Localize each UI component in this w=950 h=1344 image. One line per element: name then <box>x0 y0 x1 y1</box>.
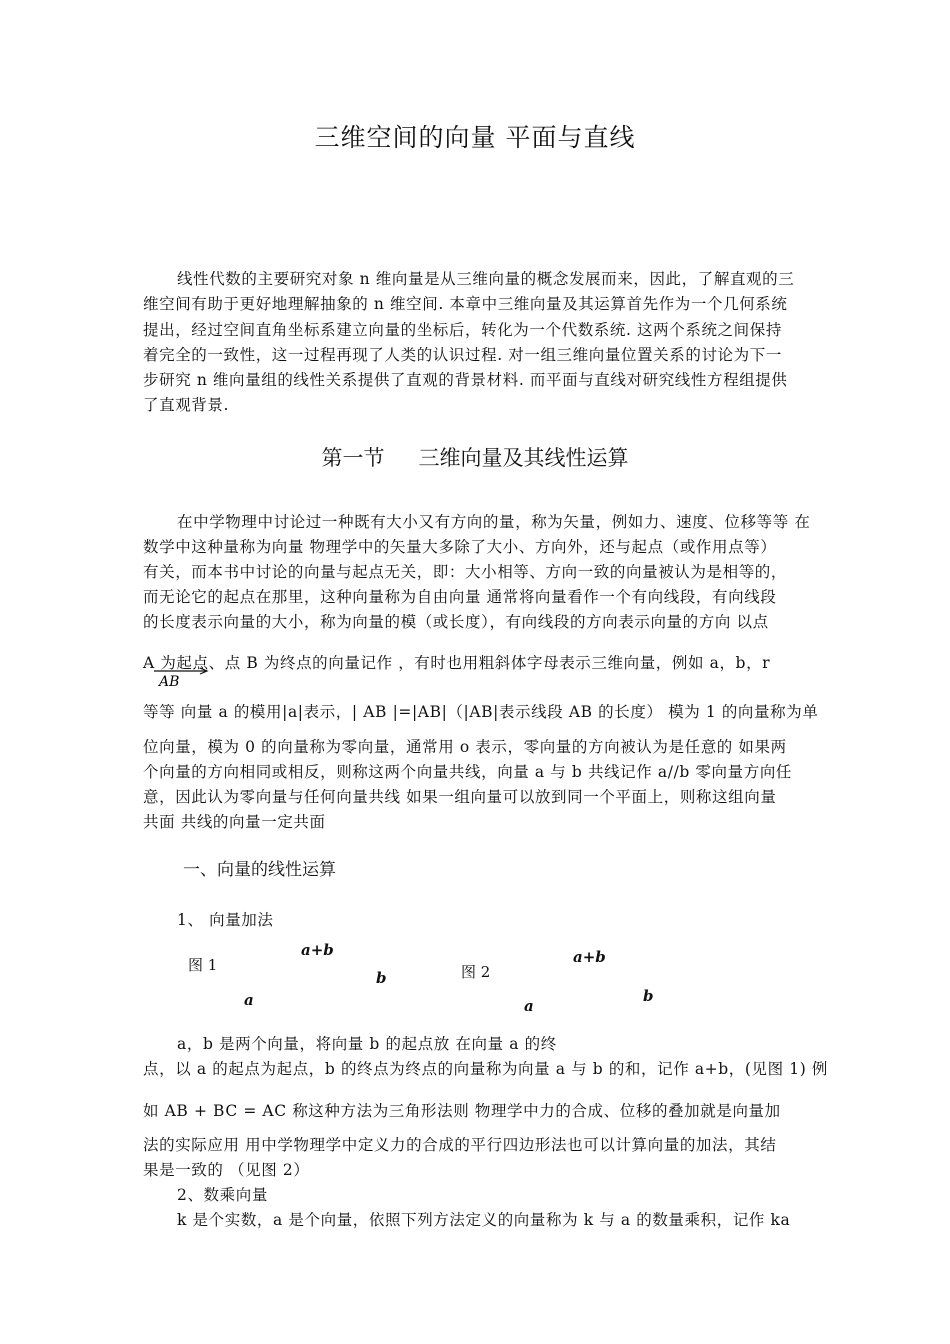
section-name: 三维向量及其线性运算 <box>418 446 629 470</box>
body-line: 个向量的方向相同或相反，则称这两个向量共线，向量 a 与 b 共线记作 a//b 零向量方向任 <box>143 763 793 781</box>
body-line: 点，以 a 的起点为起点，b 的终点为终点的向量称为向量 a 与 b 的和，记作 a+b，(见图 1) 例 <box>143 1060 829 1078</box>
body-line: 有关，而本书中讨论的向量与起点无关，即：大小相等、方向一致的向量被认为是相等的， <box>143 563 788 581</box>
intro-line: 提出，经过空间直角坐标系建立向量的坐标后，转化为一个代数系统. 这两个系统之间保持 <box>143 321 782 339</box>
intro-line: 着完全的一致性，这一过程再现了人类的认识过程. 对一组三维向量位置关系的讨论为下一 <box>143 346 782 364</box>
vector-label: AB <box>159 674 180 689</box>
body-line: k 是个实数，a 是个向量，依照下列方法定义的向量称为 k 与 a 的数量乘积，记作 ka <box>177 1211 791 1229</box>
subsection-heading: 2、数乘向量 <box>177 1186 268 1204</box>
body-line: 如 AB + BC = AC 称这种方法为三角形法则 物理学中力的合成、位移的叠加就是向量加 <box>143 1102 781 1120</box>
section-heading <box>0 442 950 472</box>
body-line: 数学中这种量称为向量 物理学中的矢量大多除了大小、方向外，还与起点（或作用点等） <box>143 538 777 556</box>
section-label: 第一节 <box>321 446 385 470</box>
body-line: 的长度表示向量的大小，称为向量的模（或长度），有向线段的方向表示向量的方向 以点 <box>143 613 769 631</box>
body-line: 位向量，模为 0 的向量称为零向量，通常用 o 表示，零向量的方向被认为是任意的 如果两 <box>143 738 787 756</box>
body-line: 等等 向量 a 的模用|a|表示，| AB |=|AB|（|AB|表示线段 AB 的长度） 模为 1 的向量称为单 <box>143 703 819 721</box>
vector-arrow <box>151 667 211 689</box>
body-line: 法的实际应用 用中学物理学中定义力的合成的平行四边形法也可以计算向量的加法，其结 <box>143 1136 777 1154</box>
intro-line: 步研究 n 维向量组的线性关系提供了直观的背景材料. 而平面与直线对研究线性方程组提供 <box>143 371 788 389</box>
body-line: 而无论它的起点在那里，这种向量称为自由向量 通常将向量看作一个有向线段，有向线段 <box>143 588 777 606</box>
figure-2-label-a: a <box>524 997 534 1015</box>
page-title: 三维空间的向量 平面与直线 <box>314 123 636 152</box>
body-line: 果是一致的 （见图 2） <box>143 1161 310 1179</box>
subsection-heading: 1、 向量加法 <box>177 911 274 929</box>
intro-line: 维空间有助于更好地理解抽象的 n 维空间. 本章中三维向量及其运算首先作为一个几何系统 <box>143 295 788 313</box>
figure-1-label-a: a <box>244 991 254 1009</box>
figure-2-label-b: b <box>643 987 654 1005</box>
body-line: 共面 共线的向量一定共面 <box>143 813 326 831</box>
subsection-heading: 一、向量的线性运算 <box>183 860 336 880</box>
figure-2-label-sum: a+b <box>573 948 606 966</box>
intro-line: 线性代数的主要研究对象 n 维向量是从三维向量的概念发展而来，因此，了解直观的三 <box>177 270 795 288</box>
body-line: 意，因此认为零向量与任何向量共线 如果一组向量可以放到同一个平面上，则称这组向量 <box>143 788 777 806</box>
body-line: A 为起点、点 B 为终点的向量记作 ，有时也用粗斜体字母表示三维向量，例如 a，b，r <box>143 654 771 672</box>
figure-1-label-sum: a+b <box>301 941 334 959</box>
body-line: 在中学物理中讨论过一种既有大小又有方向的量，称为矢量，例如力、速度、位移等等 在 <box>177 513 811 531</box>
figure-1-label-b: b <box>376 969 387 987</box>
body-line: a，b 是两个向量，将向量 b 的起点放 在向量 a 的终 <box>177 1035 557 1053</box>
figure-1-caption: 图 1 <box>188 956 218 974</box>
figure-2-caption: 图 2 <box>461 963 491 981</box>
intro-line: 了直观背景. <box>143 396 230 414</box>
